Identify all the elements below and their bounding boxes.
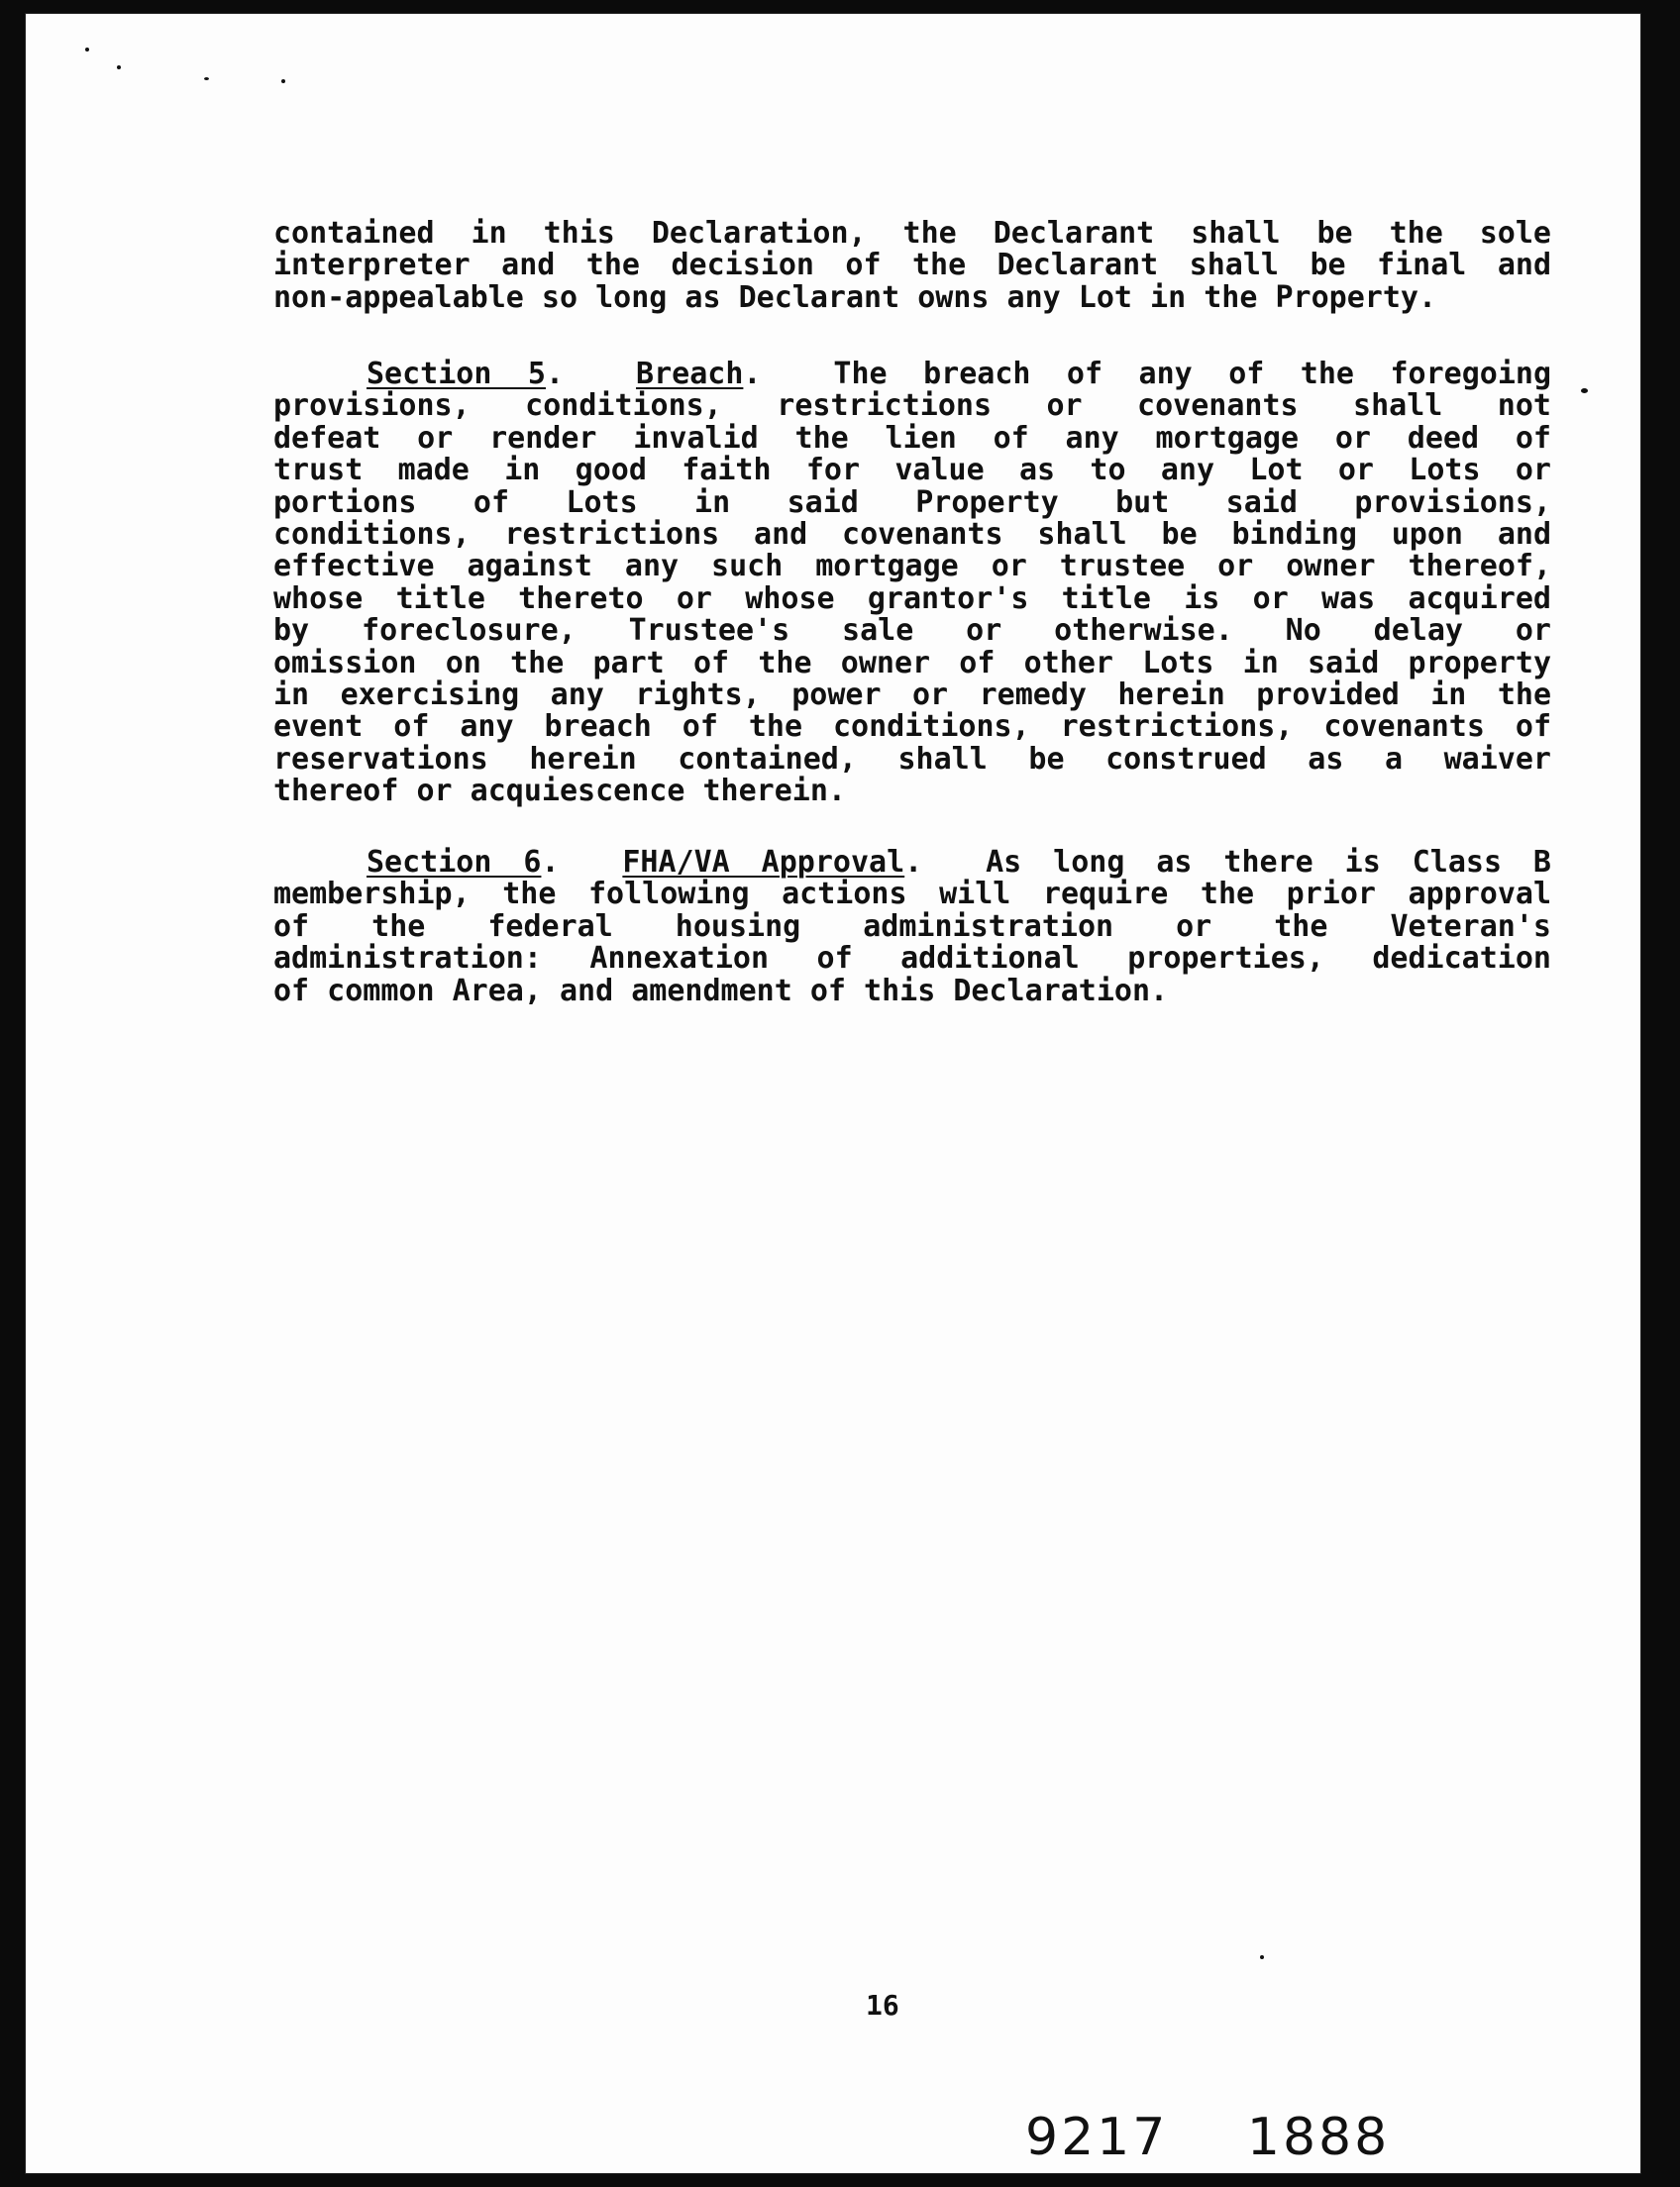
- doc-id-left: 9217: [1025, 2108, 1169, 2167]
- doc-id-right: 1888: [1246, 2108, 1391, 2167]
- text-line: non-appealable so long as Declarant owns any Lot in the Property.: [273, 279, 1436, 315]
- text-line: portions of Lots in said Property but said provisions,: [273, 484, 1551, 520]
- paragraph-section-6-fha-va-approval: [273, 847, 1551, 1007]
- text-line: trust made in good faith for value as to any Lot or Lots or: [273, 453, 1551, 488]
- text-line: defeat or render invalid the lien of any mortgage or deed of: [273, 420, 1551, 456]
- section-heading-line: Section 5. Breach. The breach of any of the foregoing: [367, 357, 1552, 391]
- scan-speck: [1260, 1955, 1264, 1959]
- text-line: of the federal housing administration or the Veteran's: [273, 908, 1551, 944]
- page-number: 16: [866, 1989, 899, 2022]
- text-line: whose title thereto or whose grantor's title is or was acquired: [273, 580, 1551, 616]
- text-line: omission on the part of the owner of other Lots in said property: [273, 645, 1551, 680]
- text-line: thereof or acquiescence therein.: [273, 774, 846, 809]
- text-line: provisions, conditions, restrictions or covenants shall not: [273, 388, 1551, 424]
- section-heading: Breach: [636, 357, 744, 391]
- text-line: effective against any such mortgage or trustee or owner thereof,: [273, 549, 1551, 584]
- text-line: reservations herein contained, shall be construed as a waiver: [273, 741, 1551, 777]
- text-fragment: As long as there is Class B: [986, 845, 1551, 880]
- text-line: in exercising any rights, power or remedy herein provided in the: [273, 677, 1551, 713]
- section-heading-line: Section 6. FHA/VA Approval. As long as there is Class B: [367, 845, 1551, 880]
- scan-speck: [117, 65, 121, 69]
- text-line: interpreter and the decision of the Declarant shall be final and: [273, 248, 1551, 283]
- text-line: of common Area, and amendment of this Declaration.: [273, 973, 1169, 1008]
- section-label: Section 6: [367, 845, 542, 880]
- document-page: [26, 14, 1640, 2173]
- text-line: event of any breach of the conditions, restrictions, covenants of: [273, 709, 1551, 745]
- section-label: Section 5: [367, 357, 546, 391]
- scan-speck: [85, 48, 89, 52]
- text-line: administration: Annexation of additional properties, dedication: [273, 941, 1551, 977]
- text-line: conditions, restrictions and covenants shall be binding upon and: [273, 517, 1551, 553]
- document-id-stamp: [1025, 2108, 1390, 2167]
- scan-speck: [281, 79, 285, 83]
- text-line: membership, the following actions will require the prior approval: [273, 877, 1551, 912]
- text-line: by foreclosure, Trustee's sale or otherwise. No delay or: [273, 613, 1551, 649]
- scan-speck: [1581, 388, 1588, 393]
- scan-speck: [204, 77, 209, 80]
- paragraph-declarant-interpreter: [273, 218, 1551, 314]
- text-line: contained in this Declaration, the Declarant shall be the sole: [273, 216, 1551, 251]
- section-heading: FHA/VA Approval: [622, 845, 905, 880]
- text-fragment: The breach of any of the foregoing: [833, 357, 1552, 391]
- paragraph-section-5-breach: [273, 359, 1551, 808]
